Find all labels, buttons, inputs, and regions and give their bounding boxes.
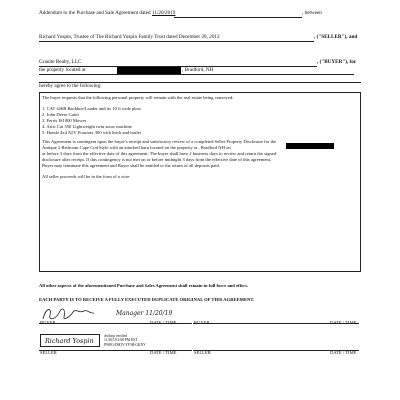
seller-tag: , ("SELLER"), and — [314, 34, 358, 40]
seller-label-1: SELLER — [40, 350, 57, 355]
contingency-line: or before 3 days from the effective date of this agreement. The buyer shall have 2 business days to review and return the signed — [42, 151, 277, 156]
list-item: 5. Honda 4x4 ATV Fourtrax 300 with hitch and trailer — [42, 130, 142, 135]
property-town: , Bradford, NH — [182, 67, 214, 73]
verified-stamp — [104, 334, 146, 347]
contingency-line: disclosure after receipt. If this contingency is not met on or before midnight 3 days from the effective date of this agreement, — [42, 157, 272, 162]
agreement-date: 11/20/2019 — [151, 10, 176, 16]
buyer-tag: , ("BUYER"), for — [317, 59, 357, 65]
list-item: 2. John Deere Gator — [42, 112, 79, 117]
list-item: 3. Ferris IS1000 Mower — [42, 118, 87, 123]
terms-intro: The buyer requests that the following personal property will remain with the real estate being conveyed: — [42, 95, 234, 100]
terms-box — [39, 92, 361, 272]
wire-statement: All seller proceeds will be in the form of a wire. — [42, 174, 131, 179]
between-text: , between — [302, 10, 322, 16]
seller-signature-box — [40, 334, 100, 347]
property-list — [42, 106, 141, 136]
seller-name: Richard Yospin, Trustee of The Richard Yospin Family Trust dated December 28, 2012 — [39, 34, 220, 40]
stamp-line: PW8G-D8OV-YF3R-GKNV — [104, 342, 146, 347]
date-time-label-1: DATE / TIME — [150, 320, 177, 325]
property-prefix: the property located at — [39, 67, 86, 73]
seller-label-2: SELLER — [194, 350, 211, 355]
buyer-name: Granite Realty, LLC — [39, 59, 82, 65]
date-time-label-4: DATE / TIME — [330, 350, 357, 355]
buyer-label-2: BUYER — [194, 320, 210, 325]
list-item: 4. Artic Cat 550 Lightweight twin snow machine — [42, 124, 132, 129]
seller-signature-text: Richard Yospin — [45, 337, 94, 345]
property-underline — [39, 74, 354, 75]
redacted-address-2 — [286, 143, 334, 149]
date-time-label-2: DATE / TIME — [330, 320, 357, 325]
buyer-signature-text: Manager 11/20/19 — [116, 310, 173, 317]
seller-underline — [39, 41, 314, 42]
buyer-label-1: BUYER — [40, 320, 56, 325]
duplicate-statement: EACH PARTY IS TO RECEIVE A FULLY EXECUTED DUPLICATE ORIGINAL OF THIS AGREEMENT. — [39, 297, 255, 302]
stamp-line: 11/20/19 2:08 PM EST — [104, 338, 138, 343]
agree-line: hereby agree to the following: — [39, 83, 102, 89]
contingency-paragraph — [42, 139, 276, 169]
remain-statement: All other aspects of the aforementioned Purchase and Sales Agreement shall remain in full force and effect. — [39, 283, 248, 288]
date-time-label-3: DATE / TIME — [150, 350, 177, 355]
date-underline — [174, 17, 302, 18]
stamp-line: dotloop verified — [104, 334, 128, 338]
addendum-line — [39, 10, 175, 16]
addendum-prefix: Addendum to the Purchase and Sale Agreement dated — [39, 10, 151, 16]
contingency-line: Antique 2 Bedroom Cape Cod Style with an attached barn located on the property at , Bradford NH on — [42, 145, 231, 150]
contingency-line: Buyer may terminate this agreement and Buyer shall be entitled to the return of all deposits paid. — [42, 163, 220, 168]
contingency-line: This Agreement is contingent upon the buyer's receipt and satisfactory review of a completed Seller Property Disclosure for the — [42, 139, 277, 144]
list-item: 1. CAT 426B Backhoe/Loader and its 10 ft wide plow — [42, 106, 142, 111]
redacted-address — [117, 67, 181, 74]
